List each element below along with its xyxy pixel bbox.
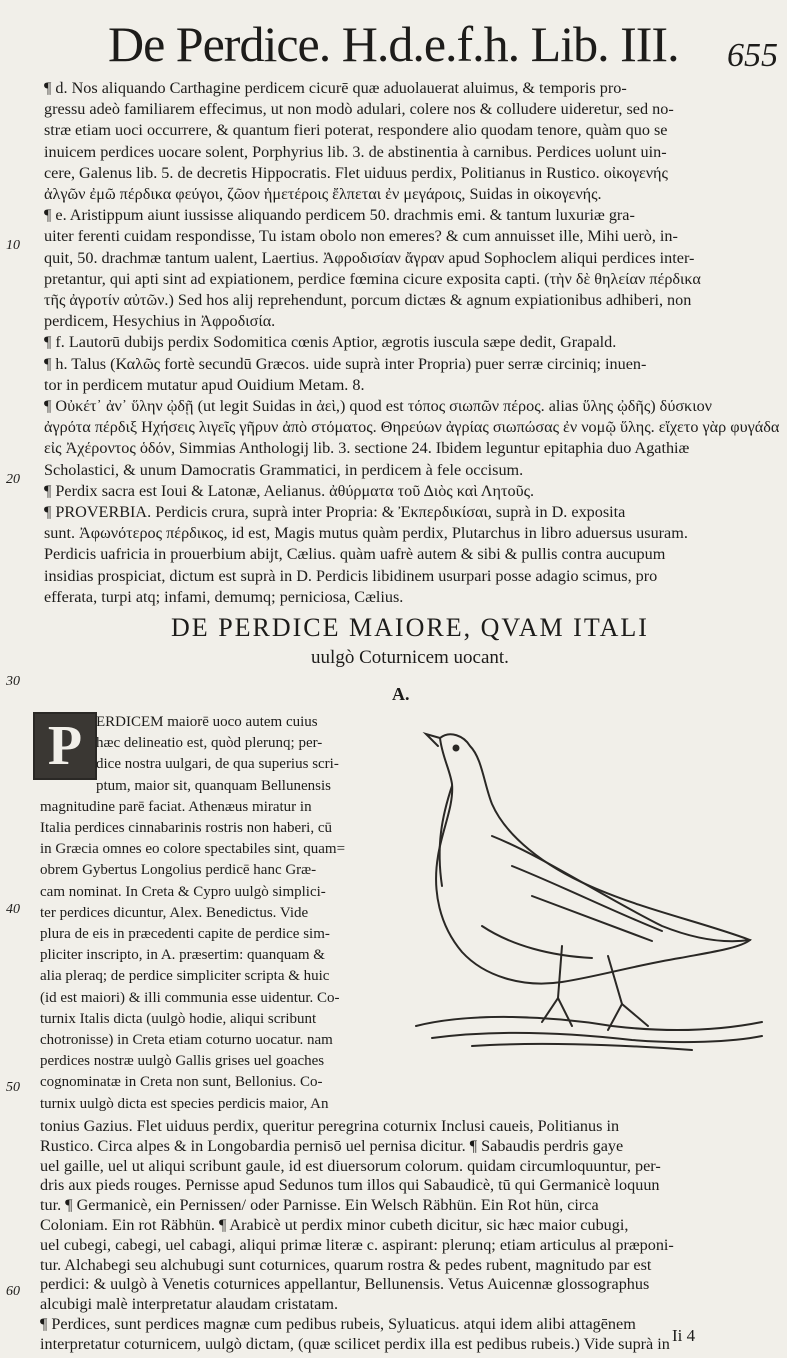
text-line: ¶ e. Aristippum aiunt iussisse aliquando perdicem 50. drachmis emi. & tantum luxuriæ gra- xyxy=(44,206,635,225)
text-line: Perdicis uafricia in prouerbium abijt, Cælius. quàm uafrè autem & sibi & pullis contra aucupum xyxy=(44,545,666,564)
text-line: εἰς Ἀχέροντος ὁδόν, Simmias Anthologij lib. 3. sectione 24. Ibidem leguntur epitaphia duo Agathiæ xyxy=(44,439,690,458)
text-line: ¶ PROVERBIA. Perdicis crura, suprà inter Propria: & Ἐκπερδικίσαι, suprà in D. exposita xyxy=(44,503,626,521)
text-line: ERDICEM maiorē uoco autem cuius xyxy=(96,714,318,730)
running-title: De Perdice. H.d.e.f.h. Lib. III. xyxy=(108,16,679,72)
text-line: tonius Gazius. Flet uiduus perdix, queritur peregrina coturnix Inclusi caueis, Politianus in xyxy=(40,1117,620,1135)
text-line: ptum, maior sit, quanquam Bellunensis xyxy=(96,777,331,794)
text-line: τῆς ἀγροτίν αὐτῶν.) Sed hos alij reprehendunt, porcum dictæs & agnum expiationibus adhiberi, non xyxy=(44,291,692,309)
text-line: stræ etiam uoci occurrere, & quantum fieri poterat, respondere alio quodam tenore, quàm quo se xyxy=(44,121,668,140)
text-line: ¶ Οὐκέτ᾽ ἀν᾽ ὕλην ᾠδῇ (ut legit Suidas in ἀεὶ,) quod est τόπος σιωπῶν πέρος. alias ὕλης ᾠδῆς) δύσκιον xyxy=(44,397,712,415)
text-line: ter perdices dicuntur, Alex. Benedictus. Vide xyxy=(40,904,309,921)
text-line: turnix uulgò dicta est species perdicis maior, An xyxy=(40,1095,329,1112)
text-line: chotronisse) in Creta etiam coturno uocatur. nam xyxy=(40,1032,333,1048)
text-line: cere, Galenus lib. 5. de decretis Hippocratis. Flet uiduus perdix, Politianus in Rustico. οἰκογενής xyxy=(44,163,668,182)
text-line: pretantur, qui apti sint ad expiationem, perdice fœmina cicure exposita capti. (τὴν δὲ θηλείαν πέρδικα xyxy=(44,269,701,288)
text-line: ¶ Perdices, sunt perdices magnæ cum pedibus rubeis, Syluaticus. atqui idem alibi attagēnem xyxy=(40,1315,636,1333)
text-line: pliciter inscripto, in A. præsertim: quanquam & xyxy=(40,947,325,964)
text-line: insidias prospiciat, dictum est suprà in D. Perdicis libidinem usurpari posse adagio scimus, pro xyxy=(44,566,658,585)
text-line: Italia perdices cinnabarinis rostris non haberi, cū xyxy=(40,820,332,836)
section-letter: A. xyxy=(392,684,410,704)
text-line: perdicem, Hesychius in Ἀφροδισία. xyxy=(44,312,276,331)
text-line: Coloniam. Ein rot Räbhün. ¶ Arabicè ut perdix minor cubeth dicitur, sic hæc maior cubugi, xyxy=(40,1216,629,1234)
text-line: perdici: & uulgò à Venetis coturnices appellantur, Bellunensis. Vetus Auicennæ glossographus xyxy=(40,1275,650,1294)
text-line: ἀγρότα πέρδιξ Ηχήσεις λιγεῖς γῆρυν ἀπὸ στόματος. Θηρεύων ἀγρίας σιωπώσας ἐν νομῷ ὕλης. εἴχετο γὰρ φυγάδα xyxy=(44,418,779,437)
section-heading: DE PERDICE MAIORE, QVAM ITALI xyxy=(171,613,649,642)
margin-line-number: 50 xyxy=(6,1080,20,1095)
page-number: 655 xyxy=(727,37,778,74)
margin-line-number: 20 xyxy=(6,472,20,487)
decorated-initial: P xyxy=(33,712,97,780)
text-line: ¶ d. Nos aliquando Carthagine perdicem cicurē quæ aduolauerat aluimus, & temporis pro- xyxy=(44,79,627,97)
text-line: efferata, turpi atq; infami, demumq; perniciosa, Cælius. xyxy=(44,587,404,606)
text-line: ¶ Perdix sacra est Ioui & Latonæ, Aelianus. ἀθύρματα τοῦ Διὸς καὶ Λητοῦς. xyxy=(44,481,535,500)
text-line: gressu adeò familiarem effecimus, ut non modò adulari, colere nos & colludere uideretur, sed no- xyxy=(44,100,674,119)
signature-mark: Ii 4 xyxy=(672,1326,696,1345)
text-line: plura de eis in præcedenti capite de perdice sim- xyxy=(40,926,330,942)
page-header xyxy=(108,14,778,84)
text-line: in Græcia omnes eo colore spectabiles sint, quam= xyxy=(40,841,346,858)
text-line: hæc delineatio est, quòd plerunq; per- xyxy=(96,735,323,752)
text-line: dris aux pieds rouges. Pernisse apud Sedunos tum illos qui Sabaudicè, tū qui Germanicè loquun xyxy=(40,1176,660,1195)
text-line: turnix Italis dicta (uulgò hodie, aliqui scribunt xyxy=(40,1010,317,1027)
text-line: interpretatur coturnicem, uulgò dictam, (quæ scilicet perdix illa est pedibus rubeis.) Vide suprà in xyxy=(40,1334,670,1353)
margin-line-number: 30 xyxy=(6,674,20,689)
text-line: ¶ h. Talus (Καλῶς fortè secundū Græcos. uide suprà inter Propria) puer serræ circiniq; inuen- xyxy=(44,354,647,373)
text-line: obrem Gybertus Longolius perdicē hanc Græ- xyxy=(40,862,317,879)
section-subheading: uulgò Coturnicem uocant. xyxy=(311,647,509,668)
text-line: tur. ¶ Germanicè, ein Pernissen/ oder Parnisse. Ein Welsch Räbhün. Ein Rot hün, circa xyxy=(40,1196,599,1215)
text-line: quit, 50. drachmæ tantum ualent, Laertius. Ἀφροδισίαν ἄγραν apud Sophoclem aliqui perdices inter- xyxy=(44,248,695,267)
text-line: perdices nostræ uulgò Gallis grises uel goaches xyxy=(40,1053,325,1070)
text-line: tur. Alchabegi seu alchubugi sunt coturnices, quarum rostra & pedes rubent, magnitudo par est xyxy=(40,1255,652,1274)
text-line: alia pleraq; de perdice simpliciter scripta & huic xyxy=(40,968,330,985)
text-line: tor in perdicem mutatur apud Ouidium Metam. 8. xyxy=(44,375,365,394)
text-line: Rustico. Circa alpes & in Longobardia pernisō uel pernisa dicitur. ¶ Sabaudis perdris gaye xyxy=(40,1136,624,1155)
text-line: inuicem perdices uocare solent, Porphyrius lib. 3. de abstinentia à carnibus. Perdices uolunt uin- xyxy=(44,142,667,161)
text-line: sunt. Ἀφωνότερος πέρδικος, id est, Magis mutus quàm perdix, Plutarchus in libro aduersus usuram. xyxy=(44,524,688,543)
text-line: uiter ferenti cuidam respondisse, Tu istam obolo non emeres? & cum annuisset ille, Mihi uerò, in- xyxy=(44,227,678,246)
margin-line-number: 40 xyxy=(6,902,20,917)
margin-line-number: 60 xyxy=(6,1284,20,1299)
text-line: ¶ f. Lautorū dubijs perdix Sodomitica cœnis Aptior, ægrotis iuscula sæpe dedit, Grapald. xyxy=(44,333,617,352)
text-line: alcubigi malè interpretatur alaudam cristatam. xyxy=(40,1295,338,1314)
text-line: (id est maiori) & illi communia esse uidentur. Co- xyxy=(40,989,340,1006)
text-line: cognominatæ in Creta non sunt, Bellonius. Co- xyxy=(40,1074,323,1091)
text-line: magnitudine parē faciat. Athenæus miratur in xyxy=(40,798,312,815)
text-line: uel gaille, uel ut aliqui scribunt gaule, id est diuersorum colorum. quidam circumloquuntur, per- xyxy=(40,1156,661,1175)
text-line: Scholastici, & unum Damocratis Grammatici, in perdicem à fele occisum. xyxy=(44,460,524,479)
text-line: uel cubegi, cabegi, uel cabagi, aliqui primæ literæ c. aspirant: plerunq; etiam articulus al præponi- xyxy=(40,1235,674,1254)
margin-line-number: 10 xyxy=(6,238,20,253)
partridge-woodcut-illustration xyxy=(412,726,770,1056)
text-line: ἀλγῶν ἐμῶ πέρδικα φεύγοι, ζῶον ἡμετέροις ἔλπεται ἐν μεγάροις, Suidas in οἰκογενής. xyxy=(44,185,602,203)
text-line: cam nominat. In Creta & Cypro uulgò simplici- xyxy=(40,883,326,900)
text-line: dice nostra uulgari, de qua superius scri- xyxy=(96,756,339,773)
